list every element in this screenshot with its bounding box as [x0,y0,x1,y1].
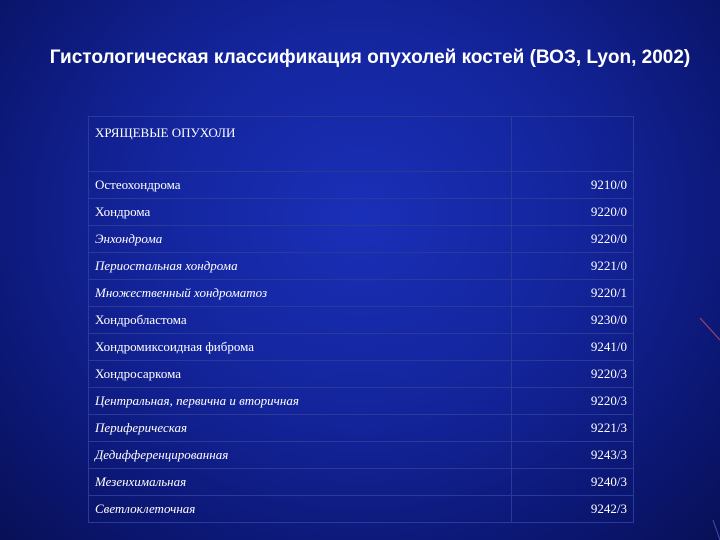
section-header: ХРЯЩЕВЫЕ ОПУХОЛИ [89,117,512,172]
tumor-name: Центральная, первична и вторичная [89,388,512,415]
icd-code: 9241/0 [512,334,634,361]
tumor-name: Хондромиксоидная фиброма [89,334,512,361]
icd-code: 9243/3 [512,442,634,469]
table-header-row [89,117,634,172]
table-row [89,226,634,253]
icd-code: 9220/3 [512,388,634,415]
tumor-name: Хондробластома [89,307,512,334]
table-row [89,442,634,469]
tumor-name: Светлоклеточная [89,496,512,523]
icd-code: 9210/0 [512,172,634,199]
tumor-name: Хондросаркома [89,361,512,388]
slide-title: Гистологическая классификация опухолей костей (ВОЗ, Lyon, 2002) [49,47,691,68]
table-row [89,496,634,523]
header-code-cell [512,117,634,172]
table-row [89,172,634,199]
tumor-name: Энхондрома [89,226,512,253]
icd-code: 9220/1 [512,280,634,307]
table-row [89,253,634,280]
icd-code: 9242/3 [512,496,634,523]
tumor-name: Дедифференцированная [89,442,512,469]
tumor-name: Мезенхимальная [89,469,512,496]
tumor-name: Периферическая [89,415,512,442]
icd-code: 9220/3 [512,361,634,388]
table-row [89,307,634,334]
table-row [89,415,634,442]
table-row [89,388,634,415]
icd-code: 9221/3 [512,415,634,442]
icd-code: 9230/0 [512,307,634,334]
classification-table [88,116,634,523]
tumor-name: Периостальная хондрома [89,253,512,280]
table-row [89,469,634,496]
table-row [89,334,634,361]
table-row [89,199,634,226]
icd-code: 9220/0 [512,199,634,226]
icd-code: 9240/3 [512,469,634,496]
icd-code: 9221/0 [512,253,634,280]
tumor-name: Остеохондрома [89,172,512,199]
table-row [89,280,634,307]
tumor-name: Хондрома [89,199,512,226]
tumor-name: Множественный хондроматоз [89,280,512,307]
icd-code: 9220/0 [512,226,634,253]
table-row [89,361,634,388]
